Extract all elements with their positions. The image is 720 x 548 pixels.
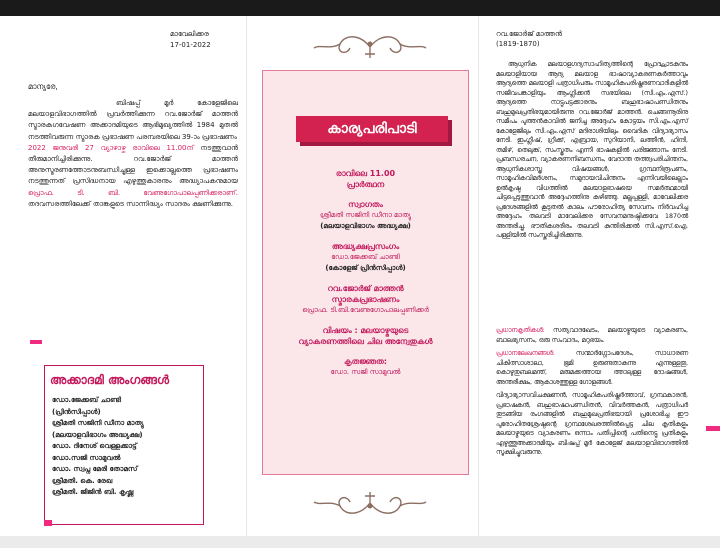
programme-time: രാവിലെ 11.00 [335,169,396,178]
programme-presidential-role: (കോളേജ് പ്രിൻസിപ്പാൾ) [325,264,406,272]
member-item: ശ്രീമതി സജിനി ഡീനാ മാത്യു [52,419,144,427]
programme-list [266,168,465,378]
works-text: സത്യവാദഖേടം, മലയാഴ്മയുടെ വ്യാകരണം, ബാലഭ്യസനം, ഒരു സംവാദം, മറുഭയം. [496,327,688,344]
programme-prayer: പ്രാർത്ഥന [346,180,385,189]
programme-title-banner [296,116,448,142]
articles-label: പ്രധാനലേഖനങ്ങൾ: [496,350,555,357]
programme-lecture-sub: സ്മാരകപ്രഭാഷണം [331,295,400,304]
member-item: (മലയാളവിഭാഗം അദ്ധ്യക്ഷ) [52,430,143,439]
top-flourish-ornament [310,32,430,62]
member-item: ഡോ. ദിനേശ് വെള്ളക്കാട്ട് [52,442,137,450]
member-item: ശ്രീമതി. ജിജിൻ ബി. കൃഷ്ണ [52,488,134,496]
letter-middle: നടത്തുവാൻ തീരുമാനിച്ചിരിക്കുന്നു. റവ.ജോർജ് മാത്തൻ അനുസ്മരണത്തോടനുബന്ധിച്ചുള്ള ഇക്കൊല്ലത്തെ പ്രഭാഷണം നടത്തുന്നത് പ്രസിദ്ധനായ എഴുത്തുകാരനും അദ്ധ്യാപകനുമായ [28,143,238,186]
bio-text [496,60,688,241]
member-item: ഡോ.ജേക്കബ് ചാണ്ടി [52,396,122,404]
letter-highlight-speaker: പ്രൊഫ. ടി. ബി. വേണുഗോപാലപ്പണിക്കരാണ്. [28,188,238,197]
fold-line-right [478,16,479,536]
top-frame [0,0,720,16]
letter-highlight-date: 2022 ജനുവരി 27 വ്യാഴാഴ്ച രാവിലെ 11.00ന് [28,143,194,152]
programme-welcome-name: ശ്രീമതി സജിനി ഡീനാ മാത്യു [320,211,411,219]
letter-closing: തദവസരത്തിലേക്ക് താങ്കളുടെ സാന്നിദ്ധ്യം സാദരം ക്ഷണിക്കുന്നു. [28,199,234,208]
works-paragraph [496,326,688,345]
programme-title: കാര്യപരിപാടി [327,121,417,137]
bottom-flourish-ornament [310,488,430,518]
works-label: പ്രധാനകൃതികൾ: [496,327,545,334]
bio-facts [496,326,688,462]
programme-lecture-heading: റവ.ജോർജ് മാത്തൻ [327,284,404,293]
letter-salutation: മാന്യരേ, [28,82,58,91]
programme-topic-sub: വ്യാകരണത്തിലെ ചില അന്വേതുകൾ [298,337,433,346]
closing-paragraph: വിദ്യാഭ്യാസവിചക്ഷണൻ, സാമൂഹികപരിഷ്കർത്താവ്, ഗ്രന്ഥകാരൻ, പ്രഭാഷകൻ, ബഹുഭാഷാപണ്ഡിതൻ, വിവർത്തകൻ, പത്രാധിപർ തുടങ്ങിയ രംഗങ്ങളിൽ ബഹുമുഖപ്രതിഭയായി പ്രശോഭിച്ച ഈ പുരോഹിതശ്രേഷ്ഠന്റെ ഗ്രന്ഥശേഖരത്തിൽപ്പെട്ട ചില കൃതികളും മലയാഴ്മയുടെ വ്യാകരണം ഒന്നാം പതിപ്പിന്റെ പതിനെട്ടു പ്രതികളും എഴുത്തുഅക്കാദമിയും ബിഷപ്പ് മൂർ കോളേജ് മലയാളവിഭാഗത്തിൽ സൂക്ഷിച്ചുവരുന്നു. [496,392,688,456]
programme-thanks-heading: കൃതജ്ഞത: [344,357,387,366]
letter-intro: ബിഷപ്പ് മൂർ കോളേജിലെ മലയാളവിഭാഗത്തിൽ പ്രവർത്തിക്കുന്ന റവ.ജോർജ് മാത്തൻ സ്മാരകഗവേഷണ അക്കാദമിയുടെ ആഭിമുഖ്യത്തിൽ 1984 മുതൽ നടത്തിവരുന്ന സ്മാരക പ്രഭാഷണ പരമ്പരയിലെ 39-ാം പ്രഭാഷണം [28,99,238,141]
programme-thanks-name: ഡോ. സജി സാമുവൽ [330,368,401,376]
members-title: അക്കാദമി അംഗങ്ങൾ [50,373,170,387]
programme-presidential-heading: അദ്ധ്യക്ഷപ്രസംഗം [331,242,400,251]
member-item: ശ്രീമതി. കെ. രേഖ [52,476,113,485]
articles-paragraph [496,349,688,387]
letter-body [28,98,238,210]
letter-date: 17-01-2022 [170,41,211,49]
programme-welcome-role: (മലയാളവിഭാഗം അദ്ധ്യക്ഷ) [320,222,411,230]
fold-line-left [246,16,247,536]
programme-presidential-name: ഡോ.ജേക്കബ് ചാണ്ടി [331,253,400,261]
bottom-frame [0,536,720,548]
letter-place: മാവേലിക്കര [170,30,209,38]
right-marker [706,426,720,431]
programme-lecture-speaker: പ്രൊഫ. ടി.ബി.വേണുഗോപാലപ്പണിക്കർ [302,306,429,314]
programme-welcome-heading: സ്വാഗതം [348,200,383,209]
bio-name: റവ.ജോർജ് മാത്തൻ [496,30,562,38]
articles-text: സന്മാർഗ്ഗോപദേശം, സാധാരണ ചികിത്സാശാലാ, ഭൂമി ഉരുണ്ടതാകുന്നു എന്നുള്ളതു, കൊഴുതുബലമന്ത്, മരുമക്കത്തായ ത്താലുള്ള ദോഷങ്ങൾ, അന്തരീക്ഷം, ആകാശത്തുള്ള ഗോളങ്ങൾ. [496,350,688,386]
members-bar [44,520,52,526]
member-item: (പ്രിൻസിപ്പാൾ) [52,407,101,416]
member-item: ഡോ. സ്വപ്ന മേരി തോമസ് [52,465,138,473]
members-marker [30,340,42,344]
member-item: ഡോ.സജി സാമുവൽ [52,453,121,462]
bio-years: (1819-1870) [496,40,540,48]
members-list [52,395,202,499]
programme-topic-heading: വിഷയം : മലയാഴ്മയുടെ [322,326,409,335]
bio-paragraph: ആധുനിക മലയാളഗദ്യസാഹിത്യത്തിന്റെ പ്രോദ്ഘാടകനും മലയാളിയായ ആദ്യ മലയാള ഭാഷാവ്യാകരണകർത്താവും ആദ്യത്തെ മലയാളി പത്രാധിപരും സാമൂഹികപരിഷ്കരണവാദികളിൽ സജീവപങ്കാളിയും ആംഗ്ലിക്കൻ സഭയിലെ (സി.എം.എസ്.) ആദ്യത്തെ നാട്ടുപട്ടക്കാരനും ബഹുഭാഷാപണ്ഡിതനും ബഹുമുഖപ്രതിഭയുമായിരുന്നു റവ.ജോർജ് മാത്തൻ. ചെങ്ങന്നൂരിനു സമീപം പുത്തൻകാവിൽ ജനിച്ച അദ്ദേഹം കോട്ടയം സി.എം.എസ് കോളേജിലും സി.എം.എസ് മദിരാശിയിലും വൈദിക വിദ്യാഭ്യാസം നേടി. ഇംഗ്ലീഷ്, ഗ്രീക്ക്, എബ്രായ, സുറിയാനി, ലത്തീൻ, ഹിന്ദി, തമിഴ്, തെലുങ്ക്, സംസ്കൃതം എന്നീ ഭാഷകളിൽ പരിജ്ഞാനം നേടി. പ്രബന്ധരചന, വ്യാകരണനിബന്ധനം, വേദാന്ത തത്ത്വപരിചിന്തനം, ആധുനികശാസ്ത്ര വിഷയങ്ങൾ, ഗ്രന്ഥനിരൂപണം, സാമൂഹികവിമർശനം, സമുദായവിചിന്തനം എന്നിവയിലെല്ലാം ഉൽകൃഷ്ട വിധത്തിൽ മലയാളഭാഷയെ സമർത്ഥമായി ചിട്ടപ്പെടുത്തുവാൻ അദ്ദേഹത്തിനു കഴിഞ്ഞു. മല്ലപ്പള്ളി, മാവേലിക്കര പ്രദേശങ്ങളിൽ കൂടുതൽ കാലം പൗരോഹിത്യ സേവനം നിർവഹിച്ച അദ്ദേഹം തലവടി മാവേലിക്കര സേവനമനുഷ്ഠിക്കവേ 1870ൽ അന്തരിച്ചു. ഭൗതികശരീരം തലവടി കുന്തിരിക്കൽ സി.എസ്.ഐ. പള്ളിയിൽ സംസ്കരിച്ചിരിക്കുന്നു. [496,61,688,239]
